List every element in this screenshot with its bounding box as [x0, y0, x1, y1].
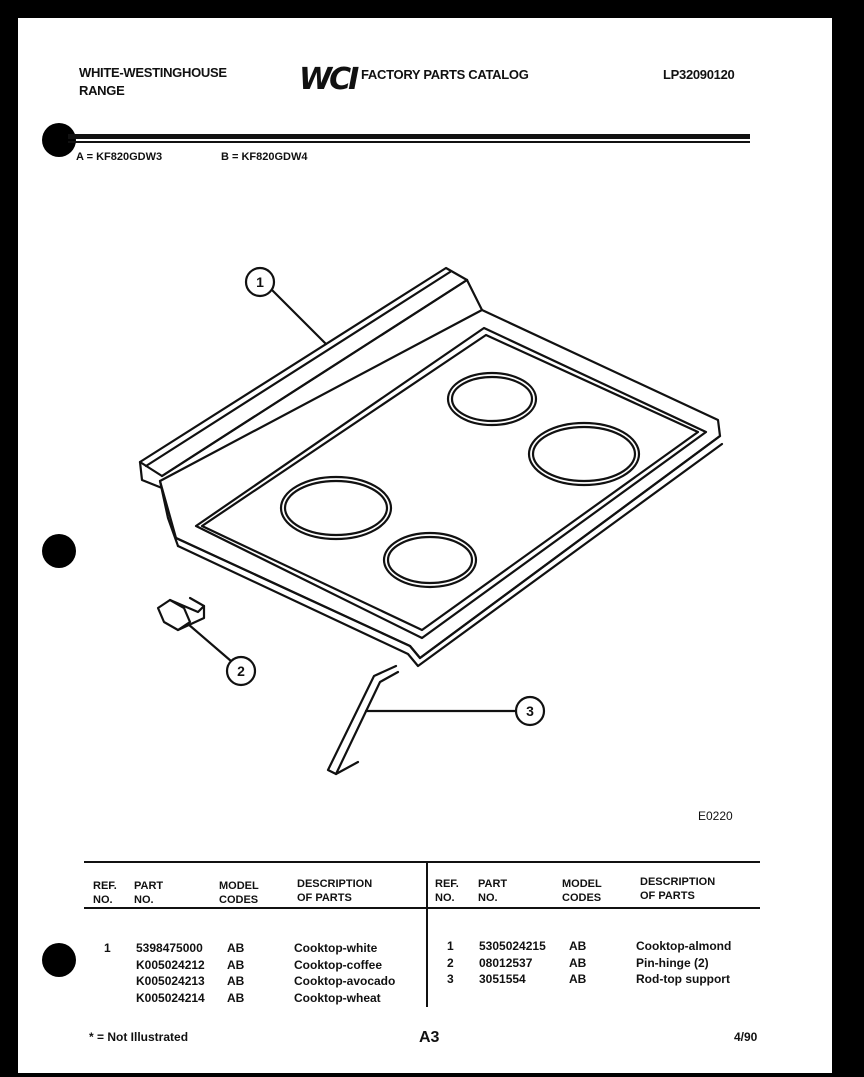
not-illustrated-note: * = Not Illustrated — [89, 1030, 189, 1044]
model-b: B = KF820GDW4 — [221, 151, 308, 163]
revision-date: 4/90 — [734, 1030, 758, 1044]
table-cell: AB — [569, 955, 587, 970]
catalog-title: FACTORY PARTS CATALOG — [361, 67, 529, 82]
table-cell: 5305024215 — [479, 939, 546, 953]
table-cell: 3 — [447, 972, 454, 986]
left-part-column — [136, 940, 205, 1006]
table-cell: K005024213 — [136, 974, 205, 988]
table-divider — [426, 861, 428, 1007]
right-desc-column — [636, 938, 731, 988]
col-header-ref: REF. NO. — [93, 880, 117, 906]
table-cell: Cooktop-avocado — [294, 974, 396, 988]
model-a: A = KF820GDW3 — [76, 151, 163, 163]
col-header-desc: DESCRIPTION OF PARTS — [297, 878, 373, 904]
left-codes-column — [227, 940, 244, 1006]
left-desc-column — [294, 940, 395, 1006]
table-cell: 1 — [104, 941, 111, 955]
callout-label-3: 3 — [526, 703, 534, 719]
page-number: A3 — [419, 1029, 440, 1046]
table-cell: AB — [227, 941, 245, 955]
table-cell: 1 — [447, 939, 454, 953]
table-cell: AB — [569, 939, 587, 953]
table-top-rule — [84, 861, 760, 863]
rod-top-support-part — [328, 666, 398, 774]
table-cell: 08012537 — [479, 955, 533, 970]
col-header-model: MODEL CODES — [219, 880, 259, 906]
table-cell: Cooktop-coffee — [294, 957, 382, 972]
right-ref-column — [447, 938, 454, 988]
table-cell: Rod-top support — [636, 972, 730, 986]
table-cell: AB — [227, 974, 245, 988]
callout-label-1: 1 — [256, 274, 264, 290]
right-part-column — [479, 938, 546, 988]
table-cell: Cooktop-almond — [636, 939, 732, 953]
binder-hole-bottom — [42, 943, 76, 977]
col-header-part-right: PART NO. — [478, 878, 508, 904]
table-cell: 3051554 — [479, 972, 526, 986]
catalog-number: LP32090120 — [663, 67, 735, 82]
catalog-page — [18, 18, 832, 1073]
table-cell: Cooktop-white — [294, 941, 378, 955]
brand-name: WHITE-WESTINGHOUSE — [79, 65, 227, 80]
left-ref-column — [104, 940, 111, 957]
table-cell: AB — [569, 972, 587, 986]
table-cell: 2 — [447, 955, 454, 970]
product-type: RANGE — [79, 83, 125, 98]
table-cell: AB — [227, 957, 245, 972]
figure-code: E0220 — [698, 809, 733, 823]
table-cell: K005024214 — [136, 990, 205, 1005]
col-header-model-right: MODEL CODES — [562, 878, 602, 904]
table-cell: 5398475000 — [136, 941, 203, 955]
cooktop-diagram — [18, 18, 832, 838]
right-codes-column — [569, 938, 586, 988]
table-header-rule — [84, 907, 760, 909]
col-header-ref-right: REF. NO. — [435, 878, 459, 904]
table-cell: Pin-hinge (2) — [636, 955, 709, 970]
col-header-part: PART NO. — [134, 880, 164, 906]
table-cell: K005024212 — [136, 957, 205, 972]
pin-hinge-part — [158, 598, 204, 630]
callout-label-2: 2 — [237, 663, 245, 679]
col-header-desc-right: DESCRIPTION OF PARTS — [640, 876, 716, 902]
table-cell: AB — [227, 990, 245, 1005]
table-cell: Cooktop-wheat — [294, 990, 381, 1005]
wci-logo: WCI — [299, 62, 357, 97]
